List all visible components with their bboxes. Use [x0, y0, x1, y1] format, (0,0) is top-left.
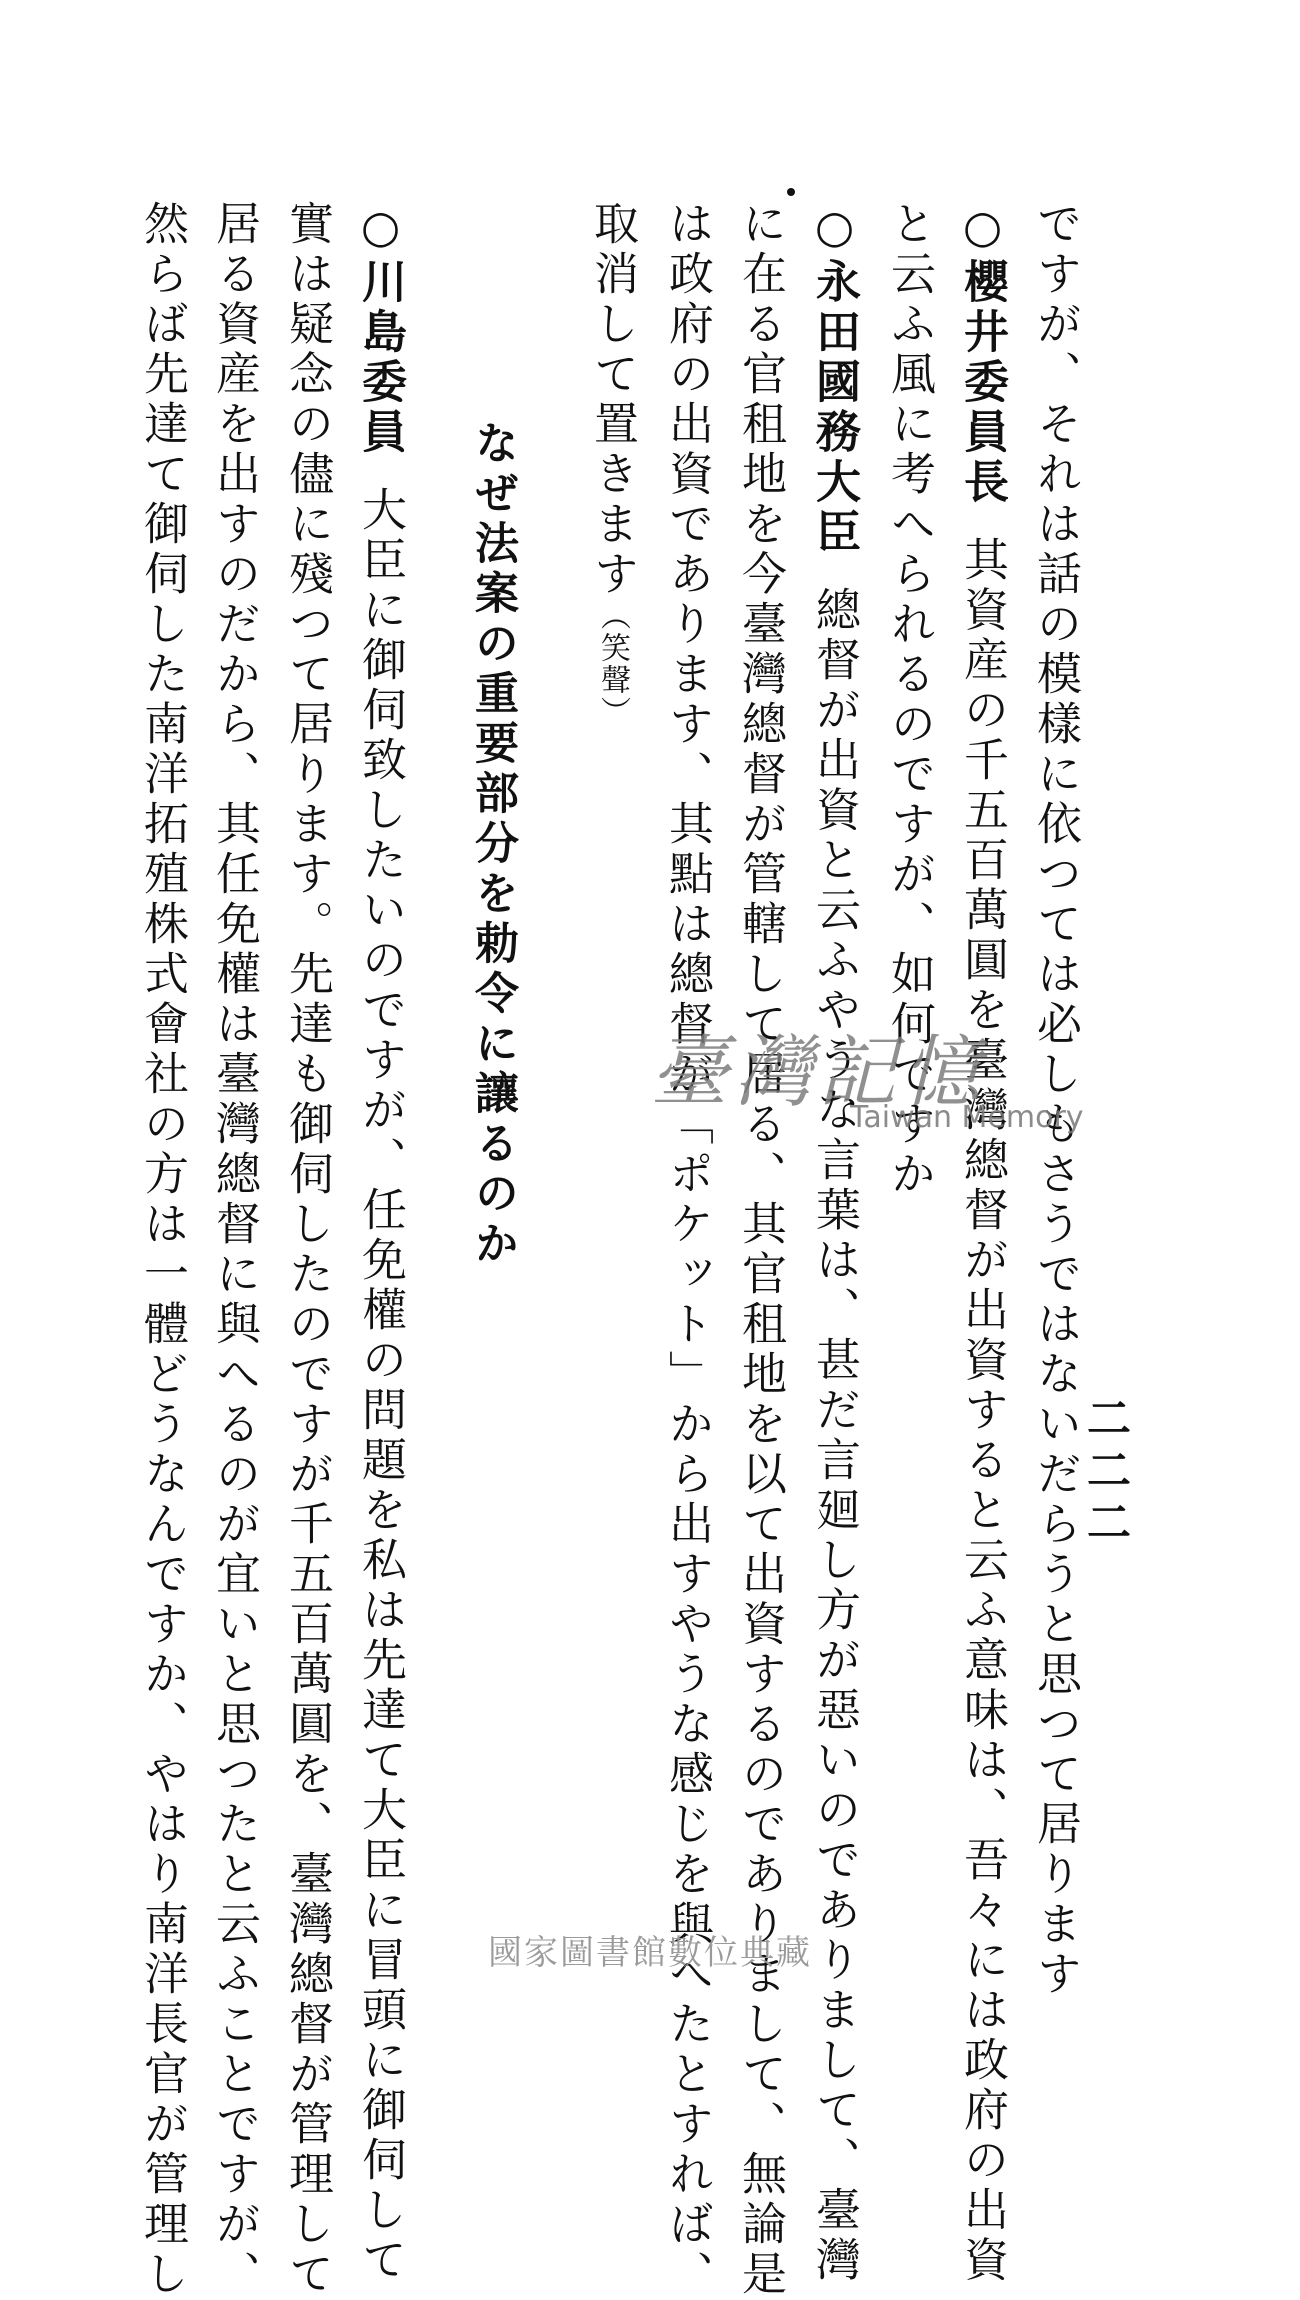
page-number: 二二二 [1079, 1395, 1130, 1551]
column-text: 大臣に御伺致したいのですが、任免權の問題を私は先達て大臣に冒頭に御伺して [354, 486, 407, 2286]
column-text: 實は疑念の儘に殘つて居ります。先達も御伺したのですが千五百萬圓を、臺灣總督が管理して [281, 200, 334, 2300]
text-column-9 [281, 200, 334, 2300]
speaker-name: ○永田國務大臣 [808, 200, 861, 558]
speaker-name: ○櫻井委員長 [956, 200, 1009, 508]
watermark-subtitle: Taiwan Memory [850, 1100, 1084, 1135]
text-column-11 [136, 200, 189, 2300]
column-text: に在る官租地を今臺灣總督が管轄して居る、其官租地を以て出資するのでありまして、無論是 [734, 200, 787, 2300]
section-heading: なぜ法案の重要部分を勅令に讓るのか [467, 420, 518, 1270]
column-text: 居る資産を出すのだから、其任免權は臺灣總督に與へるのが宜いと思つたと云ふことですが、 [208, 200, 261, 2300]
column-text: 其資産の千五百萬圓を臺灣總督が出資すると云ふ意味は、吾々には政府の出資 [956, 536, 1009, 2286]
text-column-6 [661, 200, 714, 2300]
column-text: ですが、それは話の模樣に依つては必しもさうではないだらうと思つて居ります [1029, 200, 1082, 2000]
margin-dot [787, 188, 795, 196]
column-text: は政府の出資であります、其點は總督が「ポケット」から出すやうな感じを與へたとすれば、 [661, 200, 714, 2300]
column-text: 取消して置きます [586, 200, 639, 600]
column-text: と云ふ風に考へられるのですが、如何ですか [883, 200, 936, 1200]
column-text: 然らば先達て御伺した南洋拓殖株式會社の方は一體どうなんですか、やはり南洋長官が管理し [136, 200, 189, 2300]
watermark-title: 臺灣記憶 [650, 1028, 987, 1118]
footer-credit: 國家圖書館數位典藏 [488, 1933, 812, 1973]
watermark [650, 1010, 1090, 1135]
column-text: 總督が出資と云ふやうな言葉は、甚だ言廻し方が惡いのでありまして、臺灣 [808, 586, 861, 2286]
text-column-10 [208, 200, 261, 2300]
text-column-7 [586, 200, 639, 728]
stage-note: （笑聲） [595, 600, 630, 728]
text-column-5 [734, 200, 787, 2300]
speaker-name: ○川島委員 [354, 200, 407, 458]
